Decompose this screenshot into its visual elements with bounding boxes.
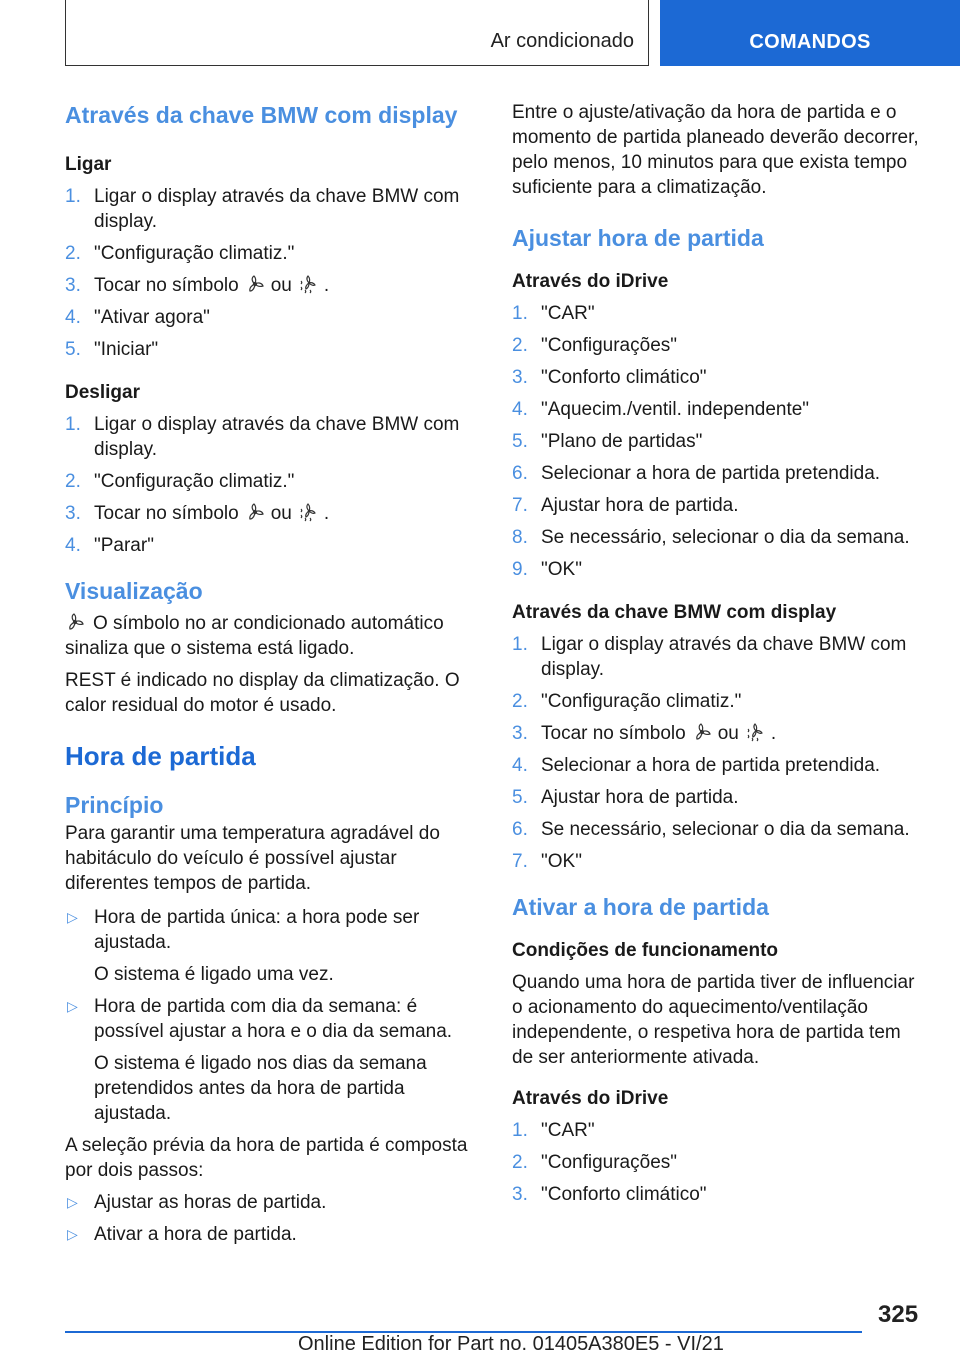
list-item: ▷ Hora de partida única: a hora pode ser ajustada. O sistema é ligado uma vez. xyxy=(67,907,420,985)
list-item: 2. "Configurações" xyxy=(512,335,678,356)
idrive2-steps xyxy=(512,1118,924,1207)
list-item: 4. Selecionar a hora de partida pretendida. xyxy=(512,755,881,776)
triangle-right-icon: ▷ xyxy=(67,909,78,925)
list-item: 8. Se necessário, selecionar o dia da semana. xyxy=(512,527,910,548)
list-item: 3. "Conforto climático" xyxy=(512,1184,707,1205)
heading-condicoes: Condições de funcionamento xyxy=(512,940,779,961)
heading-ajustar-hora: Ajustar hora de partida xyxy=(512,225,764,251)
list-item: 5. "Iniciar" xyxy=(65,339,159,360)
intro-paragraph: Entre o ajuste/ativação da hora de partida e o momento de partida planeado deverão decorrer, pelo menos, 10 minutos para que exista tempo suficiente para a climatização. xyxy=(512,102,919,198)
condicoes-paragraph: Quando uma hora de partida tiver de influenciar o acionamento do aquecimento/ventilação independente, o respetiva hora de partida tem de ser anteriormente ativada. xyxy=(512,972,915,1068)
list-item: 2. "Configurações" xyxy=(512,1152,678,1173)
idrive-steps xyxy=(512,301,924,582)
list-item: 3. Tocar no símbolo ou . xyxy=(65,503,330,524)
heating-fan-icon xyxy=(298,274,318,294)
list-item: 3. "Conforto climático" xyxy=(512,367,707,388)
list-item: 4. "Ativar agora" xyxy=(65,307,210,328)
vis-paragraph-1: O símbolo no ar condicionado automático sinaliza que o sistema está ligado. xyxy=(65,613,444,659)
list-item: 2. "Configuração climatiz." xyxy=(512,691,742,712)
heating-fan-icon xyxy=(298,502,318,522)
fan-icon xyxy=(245,274,265,294)
list-item: 2. "Configuração climatiz." xyxy=(65,471,295,492)
principio-bullets xyxy=(65,905,472,1126)
heading-key-display-right: Através da chave BMW com display xyxy=(512,602,837,623)
heading-principio: Princípio xyxy=(65,792,164,818)
heading-ativar-hora: Ativar a hora de partida xyxy=(512,894,769,920)
list-item: 1. Ligar o display através da chave BMW com display. xyxy=(65,186,460,232)
triangle-right-icon: ▷ xyxy=(67,1194,78,1210)
fan-icon xyxy=(245,502,265,522)
list-item: 3. Tocar no símbolo ou . xyxy=(512,723,777,744)
ligar-steps xyxy=(65,184,472,362)
triangle-right-icon: ▷ xyxy=(67,998,78,1014)
footer-edition: Online Edition for Part no. 01405A380E5 - VI/21 xyxy=(298,1333,724,1355)
section-title: Ar condicionado xyxy=(490,30,634,52)
list-item: ▷ Ativar a hora de partida. xyxy=(67,1224,297,1245)
list-item: 4. "Aquecim./ventil. independente" xyxy=(512,399,810,420)
list-item: 2. "Configuração climatiz." xyxy=(65,243,295,264)
heading-idrive: Através do iDrive xyxy=(512,271,669,292)
fan-icon xyxy=(692,722,712,742)
list-item: 9. "OK" xyxy=(512,559,582,580)
page-number: 325 xyxy=(878,1301,919,1328)
list-item: 4. "Parar" xyxy=(65,535,154,556)
desligar-steps xyxy=(65,412,472,558)
list-item: 1. "CAR" xyxy=(512,1120,595,1141)
list-item: 6. Se necessário, selecionar o dia da semana. xyxy=(512,819,910,840)
triangle-right-icon: ▷ xyxy=(67,1226,78,1242)
list-item: ▷ Ajustar as horas de partida. xyxy=(67,1192,327,1213)
list-item: 7. Ajustar hora de partida. xyxy=(512,495,739,516)
heading-key-display: Através da chave BMW com display xyxy=(65,102,458,128)
heading-idrive-2: Através do iDrive xyxy=(512,1088,669,1109)
list-item: 1. "CAR" xyxy=(512,303,595,324)
vis-paragraph-2: REST é indicado no display da climatização. O calor residual do motor é usado. xyxy=(65,670,460,716)
list-item: 3. Tocar no símbolo ou . xyxy=(65,275,330,296)
list-item: 1. Ligar o display através da chave BMW com display. xyxy=(65,414,460,460)
heading-ligar: Ligar xyxy=(65,154,112,175)
heading-visualizacao: Visualização xyxy=(65,578,203,604)
selection-bullets xyxy=(65,1190,472,1247)
list-item: 6. Selecionar a hora de partida pretendida. xyxy=(512,463,881,484)
fan-icon xyxy=(65,612,85,632)
list-item: 1. Ligar o display através da chave BMW com display. xyxy=(512,634,907,680)
header-section-box xyxy=(65,0,649,66)
list-item: ▷ Hora de partida com dia da semana: é possível ajustar a hora e o dia da semana. O sistema é ligado nos dias da semana pretendidos antes da hora de partida ajustada. xyxy=(67,996,453,1124)
principio-paragraph: Para garantir uma temperatura agradável do habitáculo do veículo é possível ajustar diferentes tempos de partida. xyxy=(65,823,440,894)
list-item: 7. "OK" xyxy=(512,851,582,872)
list-item: 5. Ajustar hora de partida. xyxy=(512,787,739,808)
header-chapter-tab[interactable] xyxy=(660,0,960,66)
chapter-title: COMANDOS xyxy=(749,31,871,53)
heading-hora-de-partida: Hora de partida xyxy=(65,741,256,771)
heading-desligar: Desligar xyxy=(65,382,140,403)
left-column xyxy=(65,100,472,1254)
heating-fan-icon xyxy=(745,722,765,742)
list-item: 5. "Plano de partidas" xyxy=(512,431,703,452)
selection-paragraph: A seleção prévia da hora de partida é composta por dois passos: xyxy=(65,1135,468,1181)
right-column xyxy=(512,100,924,1214)
key-steps xyxy=(512,632,924,874)
